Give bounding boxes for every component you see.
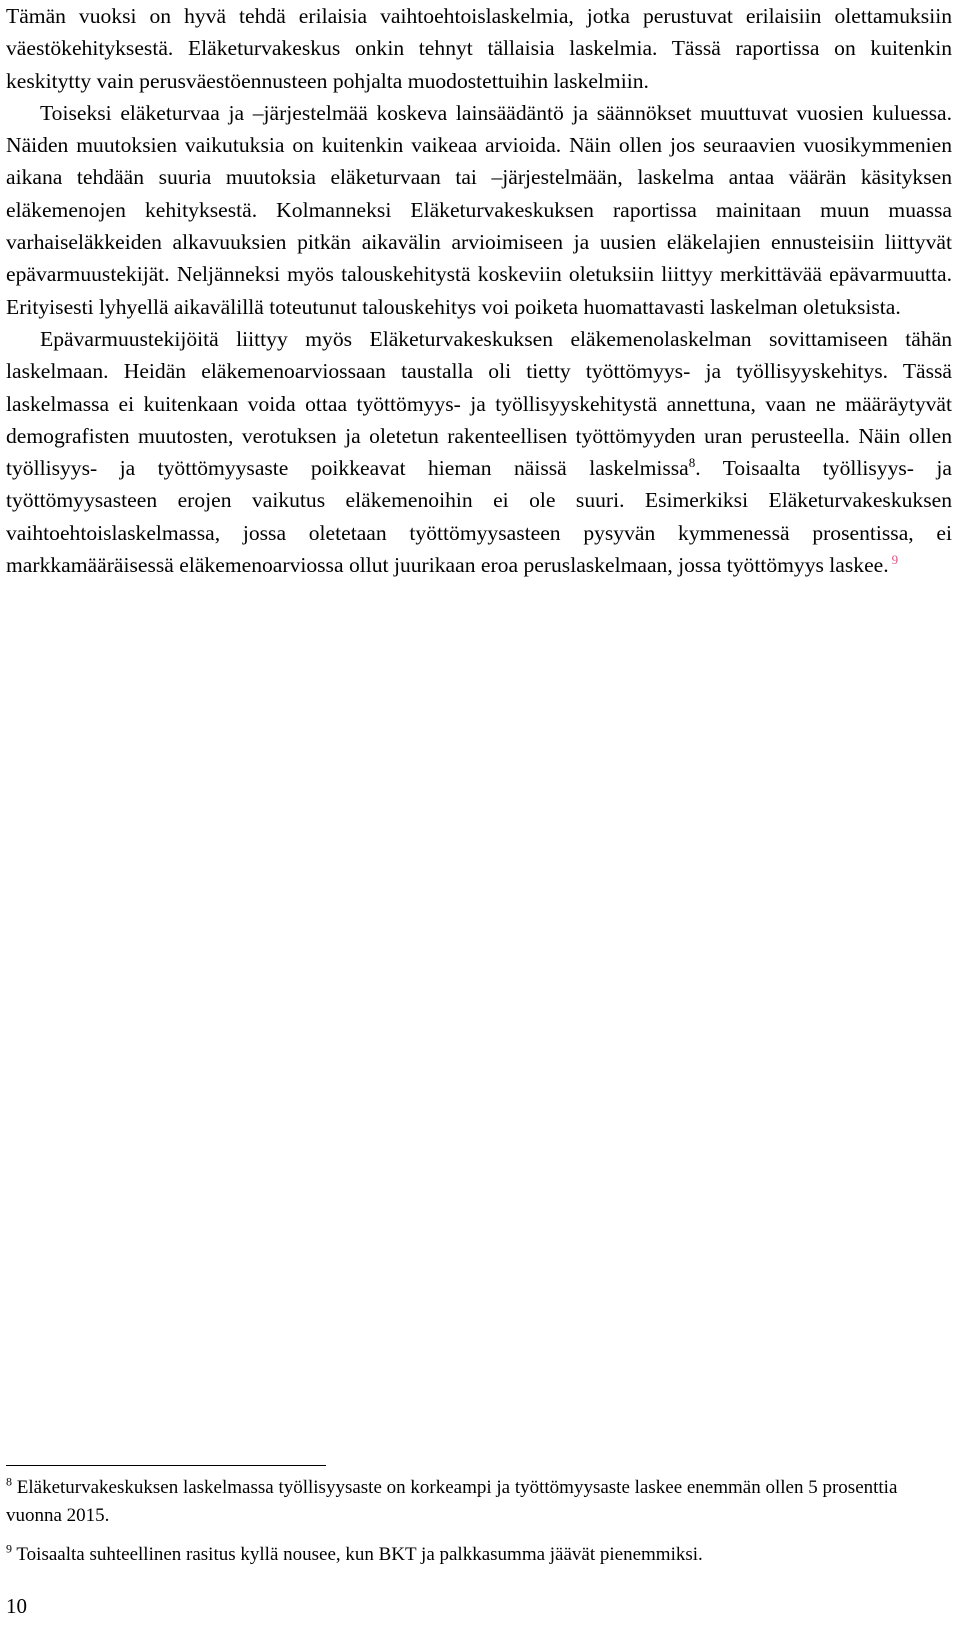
footnote-ref-8[interactable]: 8 <box>688 454 696 470</box>
footnote-number: 9 <box>6 1541 12 1556</box>
paragraph-1: Tämän vuoksi on hyvä tehdä erilaisia vaihtoehtoislaskelmia, jotka perustuvat erilaisiin olettamuksiin väestökehityksestä. Eläketurvakeskus onkin tehnyt tällaisia laskelmia. Tässä raportissa on kuitenkin keskitytty vain perusväestöennusteen pohjalta muodostettuihin laskelmiin. <box>6 4 952 93</box>
footnote-text: Eläketurvakeskuksen laskelmassa työllisyysaste on korkeampi ja työttömyysaste laskee enemmän ollen 5 prosenttia vuonna 2015. <box>6 1477 898 1526</box>
paragraph-3-part-b: . Toisaalta työllisyys- ja työttömyysasteen erojen vaikutus eläkemenoihin ei ole suuri. Esimerkiksi Eläketurvakeskuksen vaihtoehtoislaskelmassa, jossa oletetaan työttömyysasteen pysyvän kymmenessä prosentissa, ei markkamääräisessä eläkemenoarviossa ollut juurikaan eroa peruslaskelmaan, jossa työttömyys laskee. <box>6 456 952 578</box>
footnote-ref-9[interactable]: 9 <box>891 551 899 567</box>
footnote-8 <box>6 1474 952 1530</box>
body-text <box>6 0 952 581</box>
page-body <box>6 0 952 581</box>
page-number: 10 <box>6 1594 27 1618</box>
footnotes <box>6 1474 952 1580</box>
paragraph-3-part-a: Epävarmuustekijöitä liittyy myös Eläketurvakeskuksen eläkemenolaskelman sovittamiseen tähän laskelmaan. Heidän eläkemenoarviossaan taustalla oli tietty työttömyys- ja työllisyyskehitys. Tässä laskelmassa ei kuitenkaan voida ottaa työttömyys- ja työllisyyskehitystä annettuna, vaan ne määräytyvät demografisten muutosten, verotuksen ja oletetun rakenteellisen työttömyyden uran perusteella. Näin ollen työllisyys- ja työttömyysaste poikkeavat hieman näissä laskelmissa <box>6 326 952 481</box>
footnote-separator <box>6 1465 326 1466</box>
footnote-9 <box>6 1541 952 1569</box>
footnote-number: 8 <box>6 1474 12 1489</box>
footnote-text: Toisaalta suhteellinen rasitus kyllä nousee, kun BKT ja palkkasumma jäävät pienemmiksi. <box>12 1544 703 1565</box>
paragraph-2: Toiseksi eläketurvaa ja –järjestelmää koskeva lainsäädäntö ja säännökset muuttuvat vuosien kuluessa. Näiden muutoksien vaikutuksia on kuitenkin vaikeaa arvioida. Näin ollen jos seuraavien vuosikymmenien aikana tehdään suuria muutoksia eläketurvaan tai –järjestelmään, laskelma antaa väärän käsityksen eläkemenojen kehityksestä. Kolmanneksi Eläketurvakeskuksen raportissa mainitaan muun muassa varhaiseläkkeiden alkavuuksien pitkän aikavälin arvioimiseen ja uusien eläkelajien ennusteisiin liittyvät epävarmuustekijät. Neljänneksi myös talouskehitystä koskeviin oletuksiin liittyy merkittävää epävarmuutta. Erityisesti lyhyellä aikavälillä toteutunut talouskehitys voi poiketa huomattavasti laskelman oletuksista. <box>6 100 952 319</box>
paragraph-3 <box>6 323 952 581</box>
